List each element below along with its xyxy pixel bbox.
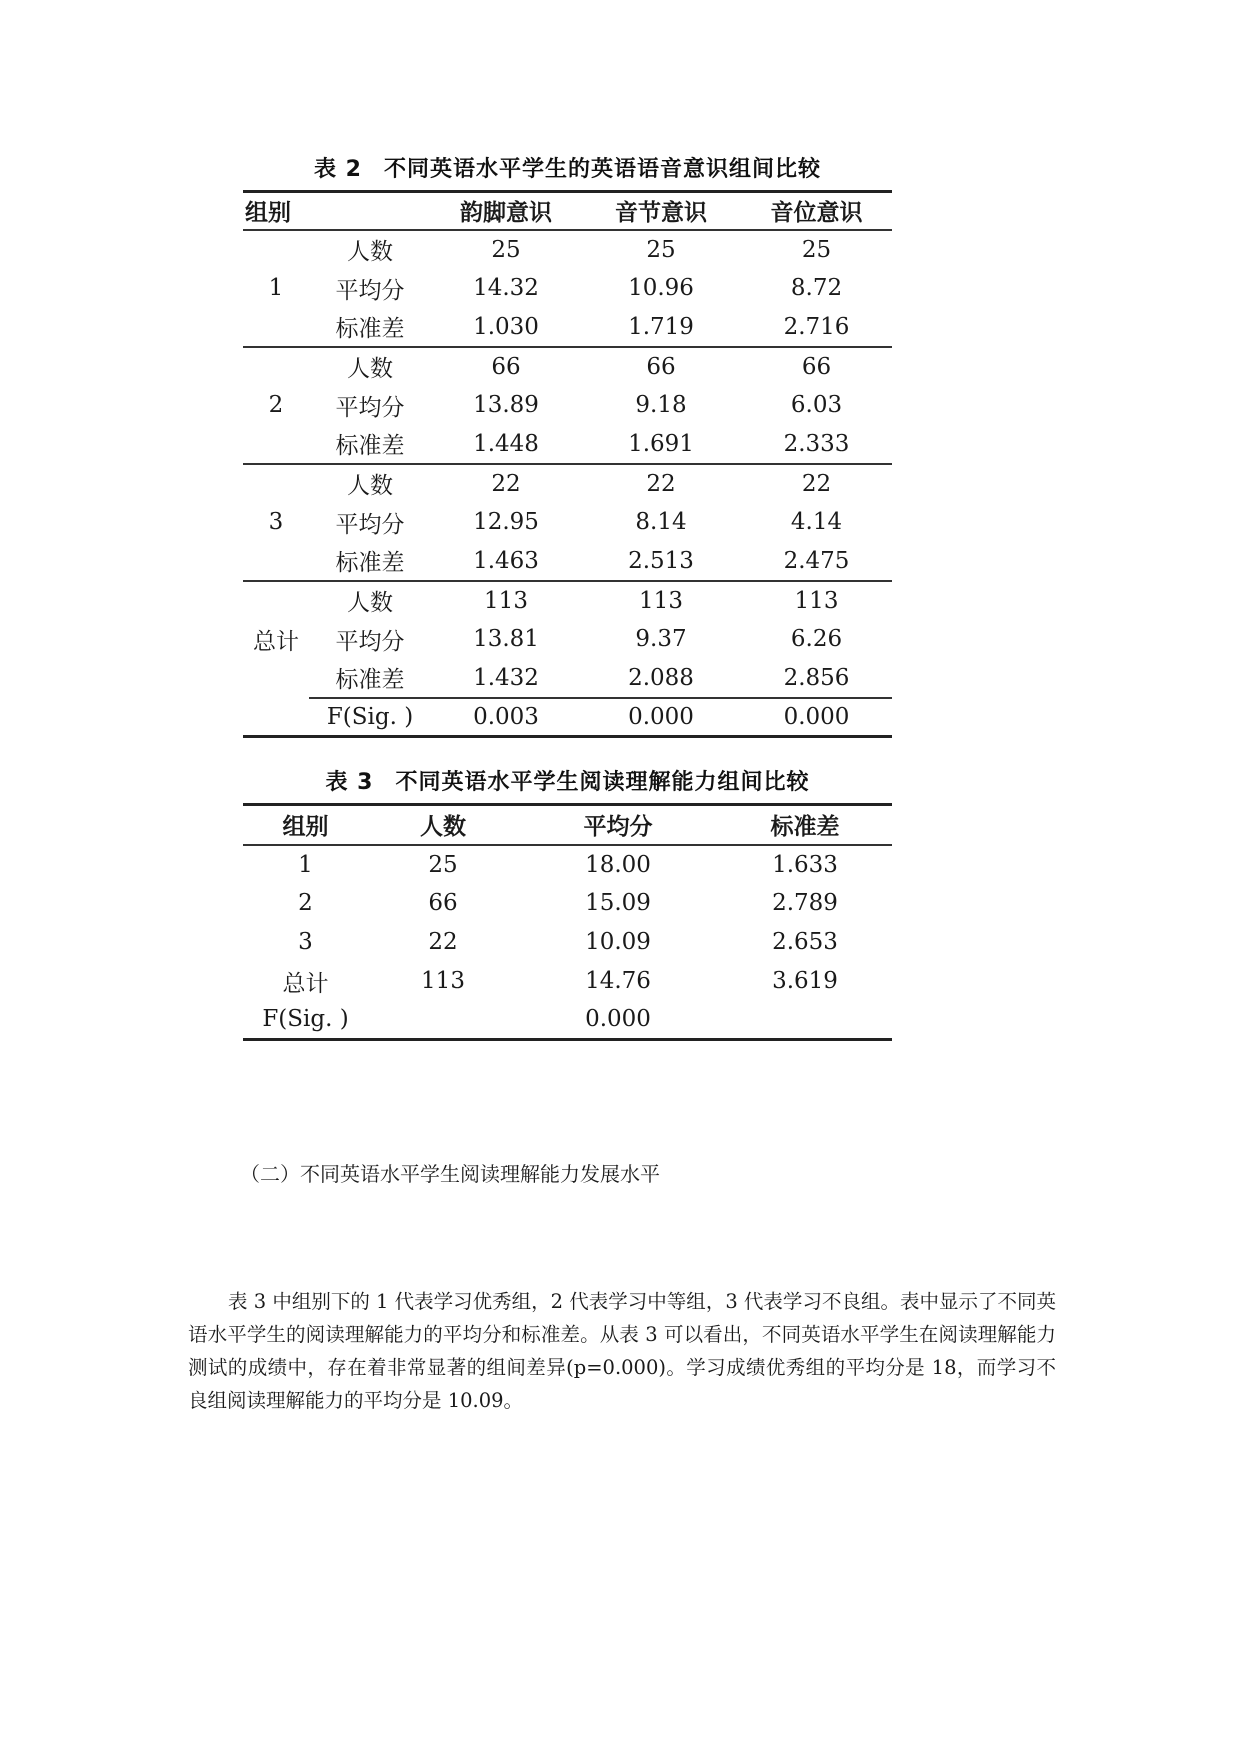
table-3-cell: 10.09 — [585, 929, 651, 955]
table-2-value-cell: 4.14 — [790, 509, 843, 535]
table-2-value-cell: 1.432 — [473, 664, 539, 691]
table-2-title — [243, 150, 892, 190]
table-2-value-cell: 1.719 — [628, 313, 694, 340]
table-2-stat-cell: 人数 — [347, 239, 393, 265]
table-3-cell: 3.619 — [772, 968, 838, 994]
table-2-row — [243, 503, 892, 542]
table-3-cell — [368, 1001, 518, 1040]
section-heading: （二）不同英语水平学生阅读理解能力发展水平 — [240, 1162, 660, 1186]
table-2-stat-cell: 标准差 — [335, 667, 405, 693]
table-3-cell: 25 — [428, 851, 458, 878]
table-3-cell: 3 — [298, 929, 313, 955]
table-2-stat-cell: 标准差 — [335, 550, 405, 576]
table-2-row — [243, 581, 892, 620]
table-3 — [243, 763, 892, 1041]
table-2-stat-cell: 人数 — [309, 347, 431, 386]
table-3-cell: F(Sig. ) — [262, 1006, 349, 1033]
table-2-row — [243, 620, 892, 659]
table-2-number: 表 2 — [314, 157, 362, 182]
table-3-header-cell: 人数 — [368, 805, 518, 845]
table-2-row — [243, 386, 892, 425]
table-2-row — [243, 698, 892, 737]
table-2-value-cell: 1.448 — [473, 430, 539, 457]
table-2-group-cell: 2 — [243, 347, 309, 464]
table-3-row — [243, 884, 892, 923]
table-2-row — [243, 347, 892, 386]
table-2-value-cell: 22 — [431, 464, 581, 503]
table-2-header-cell: 组别 — [243, 192, 309, 230]
table-3-cell: 113 — [421, 968, 465, 994]
table-2-value-cell: 10.96 — [628, 275, 694, 301]
table-2-value-cell: 9.37 — [635, 626, 687, 652]
table-2-row — [243, 230, 892, 269]
table-2-header-cell: 韵脚意识 — [431, 192, 581, 230]
table-2-value-cell: 6.26 — [790, 626, 843, 652]
table-3-title-text: 不同英语水平学生阅读理解能力组间比较 — [395, 770, 810, 795]
table-2-value-cell: 0.000 — [741, 698, 892, 737]
table-2-value-cell: 25 — [491, 236, 521, 263]
table-3-cell: 1.633 — [772, 851, 838, 878]
table-2-value-cell: 22 — [741, 464, 892, 503]
table-2-stat-cell: 标准差 — [335, 433, 405, 459]
table-3-header-cell: 标准差 — [718, 805, 892, 845]
table-2-value-cell: 14.32 — [473, 275, 539, 301]
table-2-value-cell: 12.95 — [473, 509, 539, 535]
table-2-grid — [243, 190, 892, 738]
table-2-value-cell: 2.475 — [783, 547, 850, 574]
table-2-stat-cell: 平均分 — [335, 277, 405, 304]
table-2-stat-cell: 人数 — [309, 464, 431, 503]
table-2-value-cell: 66 — [431, 347, 581, 386]
table-3-cell: 2.653 — [772, 929, 838, 955]
table-2-header-cell: 音节意识 — [581, 192, 741, 230]
table-3-cell: 22 — [428, 929, 458, 955]
table-2-stat-cell: 人数 — [309, 581, 431, 620]
table-2-value-cell: 2.088 — [628, 664, 694, 691]
table-3-cell: 15.09 — [585, 890, 651, 916]
table-3-title — [243, 763, 892, 803]
table-2-stat-cell: F(Sig. ) — [309, 698, 431, 737]
table-2-stat-cell: 平均分 — [335, 394, 405, 421]
table-2-row — [243, 464, 892, 503]
table-2-row — [243, 659, 892, 698]
table-2-group-cell: 3 — [243, 464, 309, 581]
table-3-header-cell: 组别 — [243, 805, 368, 845]
table-2-row — [243, 425, 892, 464]
table-3-cell: 总计 — [282, 970, 329, 997]
table-3-cell: 0.000 — [585, 1006, 651, 1033]
table-2-header-row — [243, 192, 892, 230]
table-2-value-cell: 25 — [646, 236, 676, 263]
table-3-cell: 1 — [298, 851, 313, 878]
table-2-row — [243, 308, 892, 347]
table-2-value-cell: 13.89 — [473, 392, 539, 418]
table-2-value-cell: 66 — [581, 347, 741, 386]
table-2-value-cell: 25 — [801, 236, 832, 263]
table-2-row — [243, 542, 892, 581]
table-3-header-cell: 平均分 — [518, 805, 718, 845]
table-2-group-cell: 1 — [268, 275, 284, 301]
table-3-cell: 66 — [428, 890, 458, 916]
table-2-title-text: 不同英语水平学生的英语语音意识组间比较 — [383, 157, 821, 182]
table-2-value-cell: 6.03 — [790, 392, 843, 418]
table-2-value-cell: 8.72 — [790, 275, 843, 301]
table-3-cell — [718, 1001, 892, 1040]
table-2-value-cell: 13.81 — [473, 626, 539, 652]
table-3-row — [243, 962, 892, 1001]
table-2-value-cell: 8.14 — [635, 509, 687, 535]
table-2-value-cell: 113 — [431, 581, 581, 620]
table-3-grid — [243, 803, 892, 1041]
table-2-value-cell: 0.003 — [431, 698, 581, 737]
table-3-cell: 14.76 — [585, 968, 651, 994]
table-2-empty-cell — [243, 698, 309, 737]
table-2-group-cell: 总计 — [243, 581, 309, 698]
table-3-row — [243, 1001, 892, 1040]
table-2-value-cell: 9.18 — [635, 392, 687, 418]
table-3-cell: 18.00 — [585, 851, 651, 878]
table-2-header-cell: 音位意识 — [741, 192, 892, 230]
table-2-value-cell: 1.030 — [473, 313, 539, 340]
table-2-value-cell: 2.716 — [783, 313, 850, 340]
table-2-value-cell: 0.000 — [581, 698, 741, 737]
table-2-value-cell: 2.513 — [628, 547, 694, 574]
table-2-value-cell: 113 — [581, 581, 741, 620]
table-2-value-cell: 2.333 — [783, 430, 850, 457]
table-3-number: 表 3 — [325, 770, 374, 795]
table-3-header-row — [243, 805, 892, 845]
table-2-stat-cell: 平均分 — [335, 511, 405, 538]
table-3-row — [243, 845, 892, 884]
body-paragraph: 表 3 中组别下的 1 代表学习优秀组，2 代表学习中等组，3 代表学习不良组。表中显示了不同英语水平学生的阅读理解能力的平均分和标准差。从表 3 可以看出，不同英语水平学生在阅读理解能力测试的成绩中，存在着非常显著的组间差异(p=0.000)。学习成绩优秀组的平均分是 18，而学习不良组阅读理解能力的平均分是 10.09。 — [188, 1290, 1056, 1412]
table-2-value-cell: 22 — [581, 464, 741, 503]
table-2-value-cell: 113 — [741, 581, 892, 620]
table-2-row — [243, 269, 892, 308]
table-2-value-cell: 1.463 — [473, 547, 539, 574]
table-2-stat-cell: 标准差 — [335, 316, 405, 342]
table-3-row — [243, 923, 892, 962]
table-3-cell: 2.789 — [772, 890, 838, 916]
table-2 — [243, 150, 892, 738]
table-2-stat-cell: 平均分 — [335, 628, 405, 655]
table-2-header-cell — [309, 192, 431, 230]
table-3-cell: 2 — [298, 890, 313, 916]
table-2-value-cell: 66 — [741, 347, 892, 386]
table-2-value-cell: 2.856 — [783, 664, 850, 691]
table-2-value-cell: 1.691 — [628, 430, 694, 457]
